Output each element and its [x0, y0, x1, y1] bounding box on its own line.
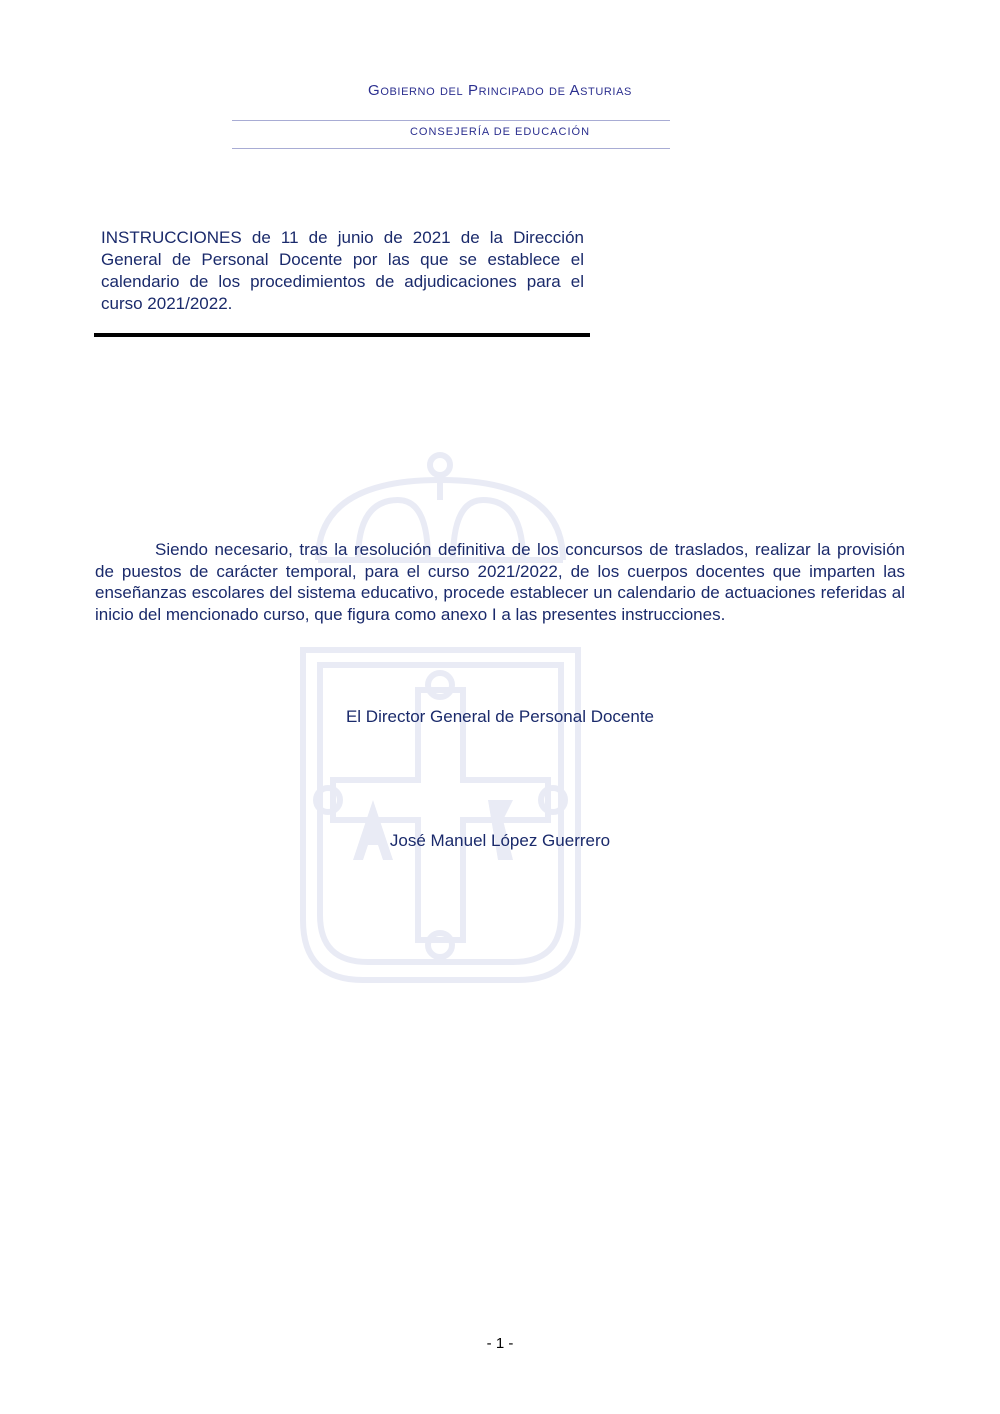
header-rule-bottom: [232, 148, 670, 149]
signer-role: El Director General de Personal Docente: [345, 707, 655, 726]
page-number: - 1 -: [486, 1335, 514, 1352]
header-rule-top: [232, 120, 670, 121]
body-paragraph: Siendo necesario, tras la resolución definitiva de los concursos de traslados, realizar la provisión de puestos de carácter temporal, para el curso 2021/2022, de los cuerpos docentes que imparten las enseñanzas escolares del sistema educativo, procede establecer un calendario de actuaciones referidas al inicio del mencionado curso, que figura como anexo I a las presentes instrucciones.: [95, 540, 905, 624]
header-organization: Gobierno del Principado de Asturias: [368, 82, 632, 99]
signer-name: José Manuel López Guerrero: [389, 831, 611, 850]
header-department: CONSEJERÍA DE EDUCACIÓN: [409, 126, 591, 138]
document-title: INSTRUCCIONES de 11 de junio de 2021 de la Dirección General de Personal Docente por las que se establece el calendario de los procedimientos de adjudicaciones para el curso 2021/2022.: [101, 228, 584, 313]
title-underline: [94, 333, 590, 337]
